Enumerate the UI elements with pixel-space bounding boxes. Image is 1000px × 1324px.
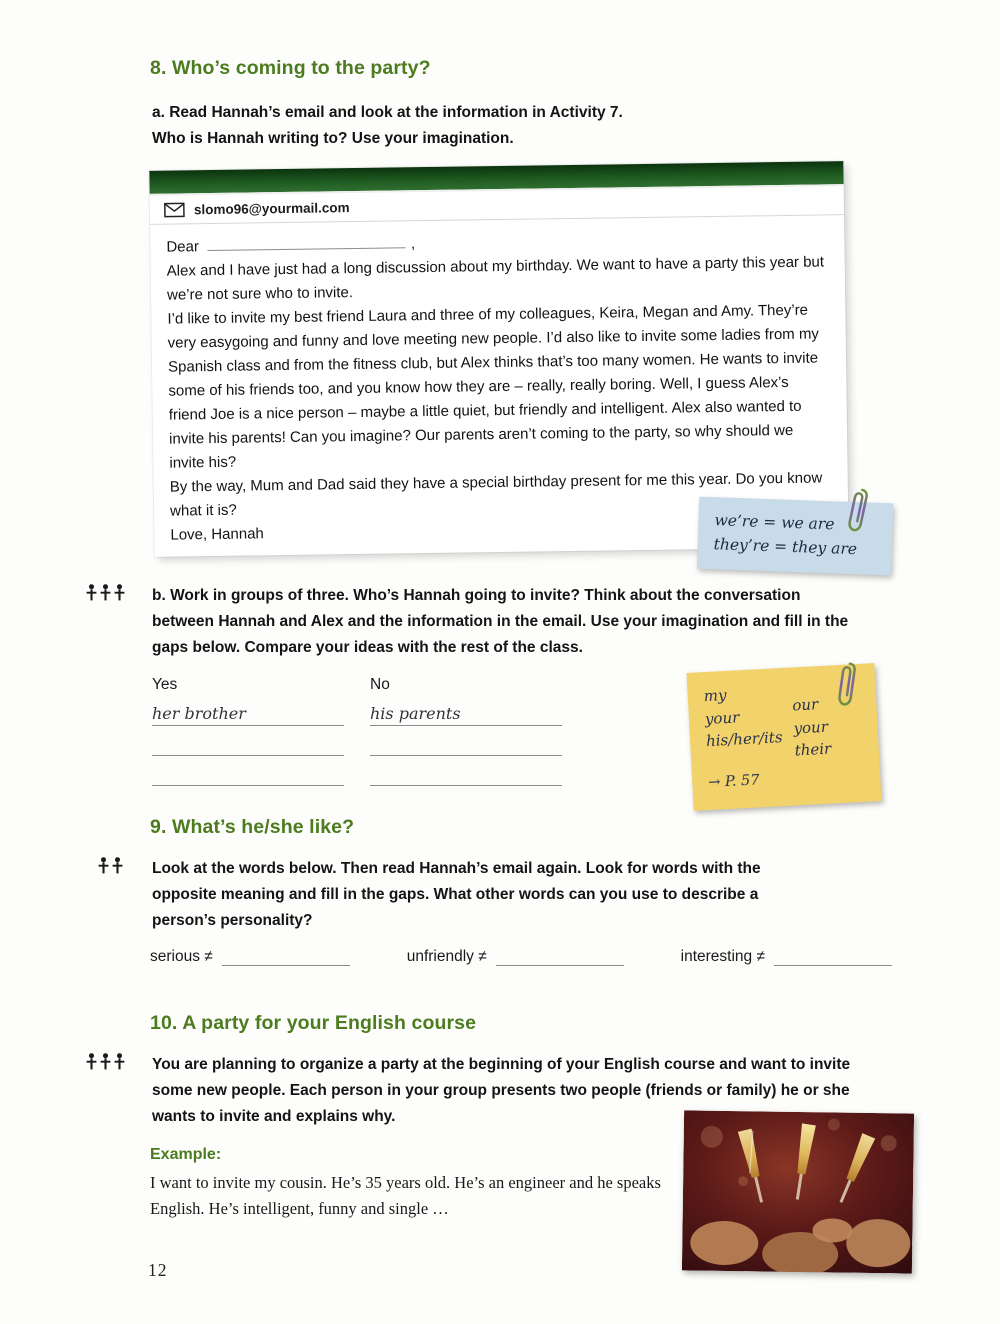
fill-in-line xyxy=(496,951,624,966)
possessive-word: your xyxy=(704,707,740,728)
possessive-word: your xyxy=(793,717,829,737)
person-icon xyxy=(112,857,123,874)
activity-9-instruction: Look at the words below. Then read Hannah’s email again. Look for words with the opposite meaning and fill in the gaps. What other words can you use to describe a person’s personality? xyxy=(152,860,761,930)
no-column xyxy=(370,676,562,786)
champagne-toast-image xyxy=(682,1110,914,1273)
person-icon xyxy=(114,584,125,601)
activity-10-instruction: You are planning to organize a party at the beginning of your English course and want to invite some new people. Each person in your group presents two people (friends or family) he or she wants to invite and explains why. xyxy=(152,1056,851,1126)
envelope-icon xyxy=(164,202,185,217)
fill-in-line xyxy=(774,951,892,966)
gap-label: interesting ≠ xyxy=(680,948,765,965)
page-reference: → P. 57 xyxy=(707,771,760,791)
group-of-three-icon xyxy=(86,1053,125,1070)
gap-item xyxy=(407,948,624,966)
gap-label: unfriendly ≠ xyxy=(406,948,487,965)
activity-10-title: 10. A party for your English course xyxy=(150,1012,477,1034)
no-label: No xyxy=(370,676,390,693)
activity-8-title: 8. Who’s coming to the party? xyxy=(150,57,431,79)
fill-in-line xyxy=(370,756,562,786)
example-label: Example: xyxy=(150,1146,222,1163)
instruction-line: a. Read Hannah’s email and look at the information in Activity 7. xyxy=(152,104,623,121)
possessives-plural-column xyxy=(791,679,832,762)
person-icon xyxy=(98,857,109,874)
email-signature: Love, Hannah xyxy=(170,525,264,544)
person-icon xyxy=(114,1053,125,1070)
person-icon xyxy=(86,584,97,601)
fill-in-line xyxy=(222,951,350,966)
fill-in-line xyxy=(370,726,562,756)
contraction-line: we’re = we are xyxy=(714,511,835,534)
possessive-word: their xyxy=(794,739,832,760)
yes-label: Yes xyxy=(152,676,178,693)
contraction-line: they’re = they are xyxy=(713,535,858,559)
email-paragraph: By the way, Mum and Dad said they have a special birthday present for me this year. Do you know what it is? xyxy=(169,469,823,520)
activity-8a-instruction xyxy=(152,100,732,152)
yes-column xyxy=(152,676,344,786)
email-paragraph: Alex and I have just had a long discussion about my birthday. We want to have a party this year but we’re not sure who to invite. xyxy=(166,253,825,304)
salutation-comma: , xyxy=(410,235,416,253)
salutation-text: Dear xyxy=(166,238,200,256)
activity-9-title: 9. What’s he/she like? xyxy=(150,816,355,838)
opposites-gaps-row xyxy=(150,948,892,966)
instruction-line: Who is Hannah writing to? Use your imagination. xyxy=(152,130,514,148)
possessive-word: our xyxy=(791,695,819,715)
handwritten-answer: his parents xyxy=(370,698,562,726)
activity-8b-instruction: b. Work in groups of three. Who’s Hannah going to invite? Think about the conversation between Hannah and Alex and the information in the email. Use your imagination and fill in the gaps below. Compare your ideas with the rest of the class. xyxy=(152,587,849,657)
fill-in-line xyxy=(152,726,344,756)
person-icon xyxy=(100,1053,111,1070)
group-of-three-icon xyxy=(86,584,125,601)
party-photo xyxy=(682,1110,914,1273)
possessives-singular-column xyxy=(703,681,795,767)
person-icon xyxy=(100,584,111,601)
person-icon xyxy=(86,1053,97,1070)
handwritten-answer: her brother xyxy=(152,698,344,726)
email-address: slomo96@yourmail.com xyxy=(193,200,350,218)
gap-label: serious ≠ xyxy=(150,948,213,965)
fill-in-line xyxy=(152,756,344,786)
page-number: 12 xyxy=(148,1260,168,1280)
gap-item xyxy=(150,948,350,966)
example-text: I want to invite my cousin. He’s 35 years old. He’s an engineer and he speaks English. He’s intelligent, funny and single … xyxy=(150,1173,661,1219)
pair-icon xyxy=(98,857,123,874)
email-paragraph: I’d like to invite my best friend Laura and three of my colleagues, Keira, Megan and Amy. They’re very easygoing and funny and love meeting new people. I’d also like to invite some ladies from my Spanish class and from the fitness club, but Alex thinks that’s too many women. He wants to invite some of his friends too, and you know how they are – really, really boring. Well, I guess Alex’s friend Joe is a nice person – maybe a little quiet, but friendly and intelligent. Alex also wanted to invite his parents! Can you imagine? Our parents aren’t coming to the party, so why should we invite his? xyxy=(167,301,820,472)
possessive-word: my xyxy=(703,685,727,706)
possessive-word: his/her/its xyxy=(705,728,783,751)
recipient-name-gap xyxy=(207,233,405,251)
gap-item xyxy=(681,948,892,966)
